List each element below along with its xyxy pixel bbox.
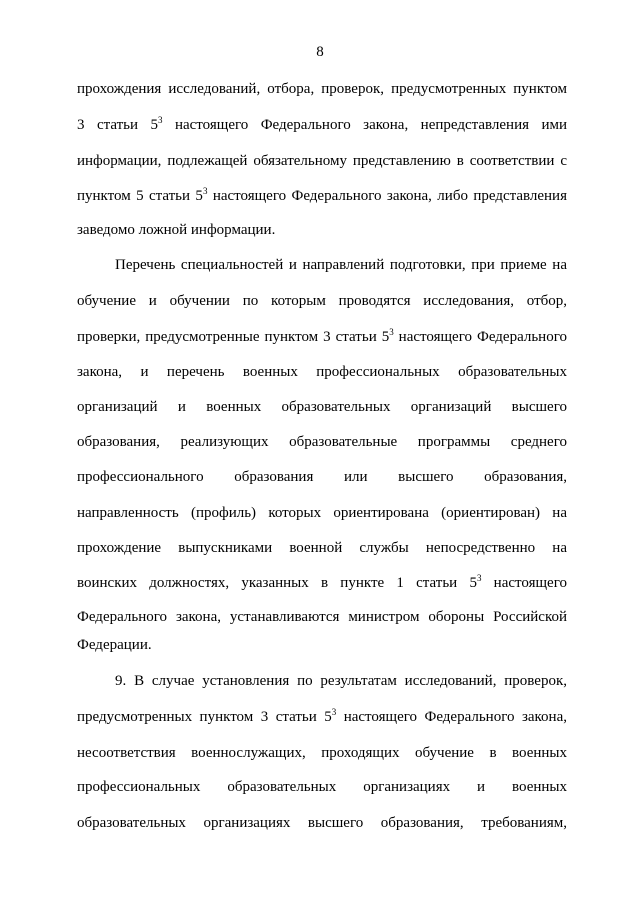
paragraph-2-line-10: воинских должностях, указанных в пункте 1 статьи $5^3$ настоящего [77, 573, 567, 591]
paragraph-3-line-4: профессиональных образовательных организациях и военных [77, 779, 567, 795]
paragraph-1-line-5: заведомо ложной информации. [77, 222, 276, 238]
paragraph-1-line-2: 3 статьи $5^3$ настоящего Федерального закона, непредставления ими [77, 115, 567, 133]
paragraph-3-line-5: образовательных организациях высшего образования, требованиям, [77, 815, 567, 831]
paragraph-2-line-4: закона, и перечень военных профессиональных образовательных [77, 364, 567, 380]
superscript: 3 [389, 327, 394, 337]
paragraph-2-line-9: прохождение выпускниками военной службы непосредственно на [77, 540, 567, 556]
paragraph-1-line-4: пунктом 5 статьи $5^3$ настоящего Федерального закона, либо представления [77, 186, 567, 204]
paragraph-3-line-2: предусмотренных пунктом 3 статьи $5^3$ настоящего Федерального закона, [77, 707, 567, 725]
paragraph-2-line-5: организаций и военных образовательных организаций высшего [77, 399, 567, 415]
paragraph-2-line-11: Федерального закона, устанавливаются министром обороны Российской [77, 609, 567, 625]
page-number: 8 [316, 44, 324, 60]
superscript: 3 [476, 573, 482, 583]
superscript: 3 [331, 707, 337, 717]
paragraph-2-line-3: проверки, предусмотренные пунктом 3 статьи $5^3$ настоящего Федерального [77, 327, 567, 345]
paragraph-2-line-8: направленность (профиль) которых ориентирована (ориентирован) на [77, 505, 567, 521]
paragraph-1-line-3: информации, подлежащей обязательному представлению в соответствии с [77, 153, 567, 169]
paragraph-2-line-2: обучение и обучении по которым проводятся исследования, отбор, [77, 293, 567, 309]
paragraph-2-line-12: Федерации. [77, 637, 152, 653]
paragraph-2-line-1: Перечень специальностей и направлений подготовки, при приеме на [115, 257, 567, 273]
paragraph-1-line-1: прохождения исследований, отбора, проверок, предусмотренных пунктом [77, 81, 567, 97]
paragraph-2-line-6: образования, реализующих образовательные программы среднего [77, 434, 567, 450]
paragraph-2-line-7: профессионального образования или высшего образования, [77, 469, 567, 485]
superscript: 3 [158, 115, 163, 125]
paragraph-3-line-3: несоответствия военнослужащих, проходящих обучение в военных [77, 745, 567, 761]
paragraph-3-line-1: 9. В случае установления по результатам исследований, проверок, [115, 673, 567, 689]
superscript: 3 [202, 186, 208, 196]
